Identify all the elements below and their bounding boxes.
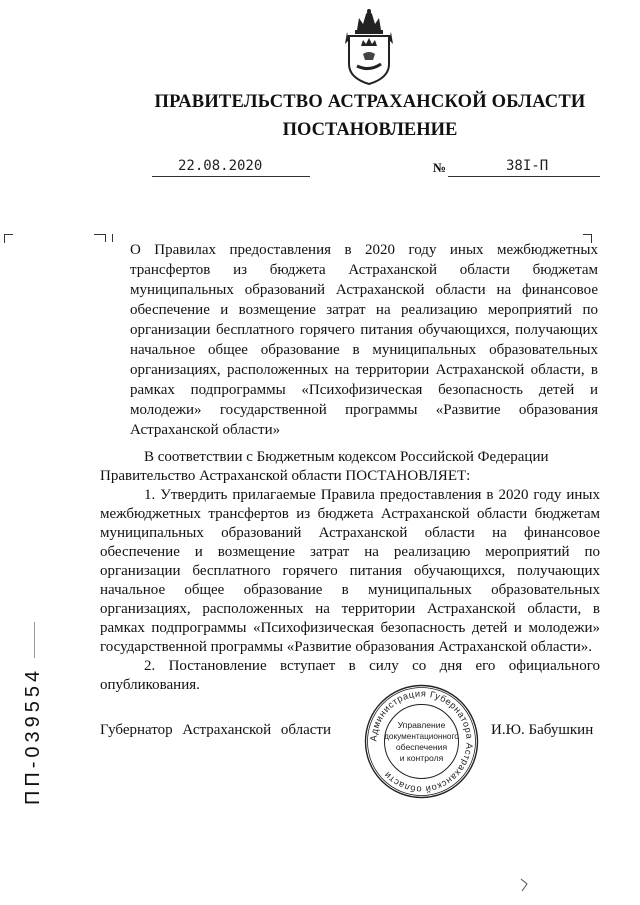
corner-scribble-icon [519, 878, 529, 892]
signatory-position: Губернатор Астраханской области [100, 722, 332, 738]
signatory-name: И.Ю. Бабушкин [491, 722, 594, 738]
stamp-line: Управление [397, 720, 446, 730]
corner-mark-mid-tick [112, 234, 113, 242]
clause-1: 1. Утвердить прилагаемые Правила предоставления в 2020 году иных межбюджетных трансфертов из бюджета Астраханской области бюджетам муниципальных образований Астраханской области на финансовое обеспечение и возмещение затрат на реализацию мероприятий по организации бесплатного горячего питания обучающихся, получающих начальное общее образование в муниципальных образовательных организациях, расположенных на территории Астраханской области, в рамках подпрограммы «Психофизическая безопасность детей и молодежи» государственной программы «Развитие образования Астраханской области». [100, 487, 600, 655]
official-stamp [363, 683, 480, 800]
document-body [100, 448, 600, 695]
corner-mark-left [4, 234, 13, 243]
stamp-line: и контроля [399, 753, 444, 763]
number-sign: № [433, 160, 447, 175]
document-subject: О Правилах предоставления в 2020 году иных межбюджетных трансфертов из бюджета Астраханской области бюджетам муниципальных образований Астраханской области на финансовое обеспечение и возмещение затрат на реализацию мероприятий по организации бесплатного горячего питания обучающихся, получающих начальное общее образование в муниципальных образовательных организациях, расположенных на территории Астраханской области, в рамках подпрограммы «Психофизическая безопасность детей и молодежи» государственной программы «Развитие образования Астраханской области» [130, 242, 598, 438]
stamp-ring-text: Администрация Губернатора Астраханской области [368, 688, 475, 795]
document-date: 22.08.2020 [178, 158, 263, 174]
side-registration-number: ПП-039554 [22, 666, 44, 805]
document-number: 38I-П [506, 158, 549, 174]
intro-line: В соответствии с Бюджетным кодексом Российской Федерации [144, 449, 549, 465]
stamp-line: документационного [384, 732, 459, 741]
government-title: ПРАВИТЕЛЬСТВО АСТРАХАНСКОЙ ОБЛАСТИ [154, 92, 586, 112]
intro-line: Правительство Астраханской области ПОСТАНОВЛЯЕТ: [100, 468, 471, 484]
clause-2: 2. Постановление вступает в силу со дня его официального опубликования. [100, 658, 600, 693]
number-underline [448, 176, 600, 177]
date-underline [152, 176, 310, 177]
corner-mark-mid-tick [105, 234, 106, 242]
coat-of-arms-icon [343, 8, 395, 86]
margin-tick [34, 622, 35, 658]
document-type: ПОСТАНОВЛЕНИЕ [282, 120, 458, 140]
stamp-line: обеспечения [395, 742, 448, 752]
